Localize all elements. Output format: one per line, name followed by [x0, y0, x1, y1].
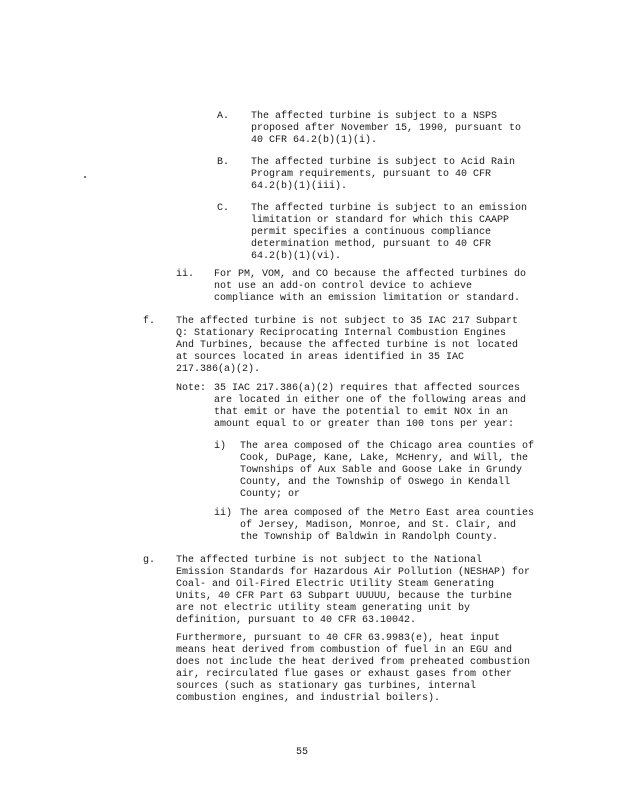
note-ii-line: of Jersey, Madison, Monroe, and St. Clair, and — [240, 520, 517, 531]
item-f-line: at sources located in areas identified in 35 IAC — [176, 352, 465, 363]
item-f-line: The affected turbine is not subject to 35 IAC 217 Subpart — [176, 316, 519, 327]
item-f-marker: f. — [143, 316, 156, 327]
item-g-line: are not electric utility steam generating unit by — [176, 603, 471, 614]
item-b-line: Program requirements, pursuant to 40 CFR — [251, 169, 492, 180]
note-line: that emit or have the potential to emit NOx in an — [214, 407, 509, 418]
item-g-cont-line: means heat derived from combustion of fuel in an EGU and — [176, 645, 513, 656]
item-g-cont-line: sources (such as stationary gas turbines, internal — [176, 681, 477, 692]
item-a-marker: A. — [217, 111, 230, 122]
item-a-line: proposed after November 15, 1990, pursuant to — [251, 123, 522, 134]
item-g-marker: g. — [143, 555, 156, 566]
item-ii-line: not use an add-on control device to achieve — [214, 281, 473, 292]
note-i-line: Cook, DuPage, Kane, Lake, McHenry, and Will, the — [240, 453, 529, 464]
note-label: Note: — [176, 383, 207, 394]
item-g-cont-line: Furthermore, pursuant to 40 CFR 63.9983(e), heat input — [176, 633, 501, 644]
item-c-line: determination method, pursuant to 40 CFR — [251, 239, 492, 250]
item-g-text — [176, 555, 576, 627]
note-line: amount equal to or greater than 100 tons per year: — [214, 419, 515, 430]
item-ii-text — [214, 269, 614, 305]
note-text — [214, 395, 614, 431]
item-ii-marker: ii. — [176, 269, 195, 280]
note-ii-text — [240, 508, 619, 544]
note-i-line: County, and the Township of Oswego in Kendall — [240, 477, 511, 488]
note-i-marker: i) — [214, 441, 227, 452]
item-c-text — [251, 203, 619, 263]
note-i-text — [240, 441, 619, 501]
item-b-line: 64.2(b)(1)(iii). — [251, 181, 348, 192]
item-f-line: 217.386(a)(2). — [176, 364, 261, 375]
note-first-line: 35 IAC 217.386(a)(2) requires that affected sources — [214, 383, 521, 394]
item-ii-line: compliance with an emission limitation or standard. — [214, 293, 521, 304]
item-b-line: The affected turbine is subject to Acid Rain — [251, 157, 516, 168]
item-g-line: Coal- and Oil-Fired Electric Utility Steam Generating — [176, 579, 495, 590]
item-g-continuation — [176, 633, 576, 705]
item-g-line: Units, 40 CFR Part 63 Subpart UUUUU, because the turbine — [176, 591, 513, 602]
item-ii-line: For PM, VOM, and CO because the affected turbines do — [214, 269, 527, 280]
item-a-text — [251, 111, 619, 147]
item-g-line: definition, pursuant to 40 CFR 63.10042. — [176, 615, 417, 626]
note-i-line: The area composed of the Chicago area counties of — [240, 441, 535, 452]
note-line: are located in either one of the following areas and — [214, 395, 527, 406]
item-b-marker: B. — [217, 157, 230, 168]
item-c-marker: C. — [217, 203, 230, 214]
item-c-line: 64.2(b)(1)(vi). — [251, 251, 342, 262]
scan-speck — [84, 176, 86, 178]
item-c-line: The affected turbine is subject to an emission — [251, 203, 528, 214]
note-i-line: Townships of Aux Sable and Goose Lake in Grundy — [240, 465, 523, 476]
item-c-line: limitation or standard for which this CAAPP — [251, 215, 510, 226]
item-c-line: permit specifies a continuous compliance — [251, 227, 492, 238]
item-b-text — [251, 157, 619, 193]
item-a-line: 40 CFR 64.2(b)(1)(i). — [251, 135, 378, 146]
item-g-cont-line: combustion engines, and industrial boilers). — [176, 693, 441, 704]
note-i-line: County; or — [240, 489, 301, 500]
note-ii-marker: ii) — [214, 508, 233, 519]
item-g-cont-line: does not include the heat derived from preheated combustion — [176, 657, 531, 668]
item-g-line: The affected turbine is not subject to the National — [176, 555, 483, 566]
note-ii-line: The area composed of the Metro East area counties — [240, 508, 535, 519]
item-g-line: Emission Standards for Hazardous Air Pollution (NESHAP) for — [176, 567, 531, 578]
item-g-cont-line: air, recirculated flue gases or exhaust gases from other — [176, 669, 513, 680]
page-number: 55 — [296, 747, 309, 758]
item-a-line: The affected turbine is subject to a NSPS — [251, 111, 498, 122]
item-f-line: Q: Stationary Reciprocating Internal Combustion Engines — [176, 328, 507, 339]
item-f-text — [176, 316, 576, 376]
note-ii-line: the Township of Baldwin in Randolph County. — [240, 532, 499, 543]
item-f-line: And Turbines, because the affected turbine is not located — [176, 340, 519, 351]
